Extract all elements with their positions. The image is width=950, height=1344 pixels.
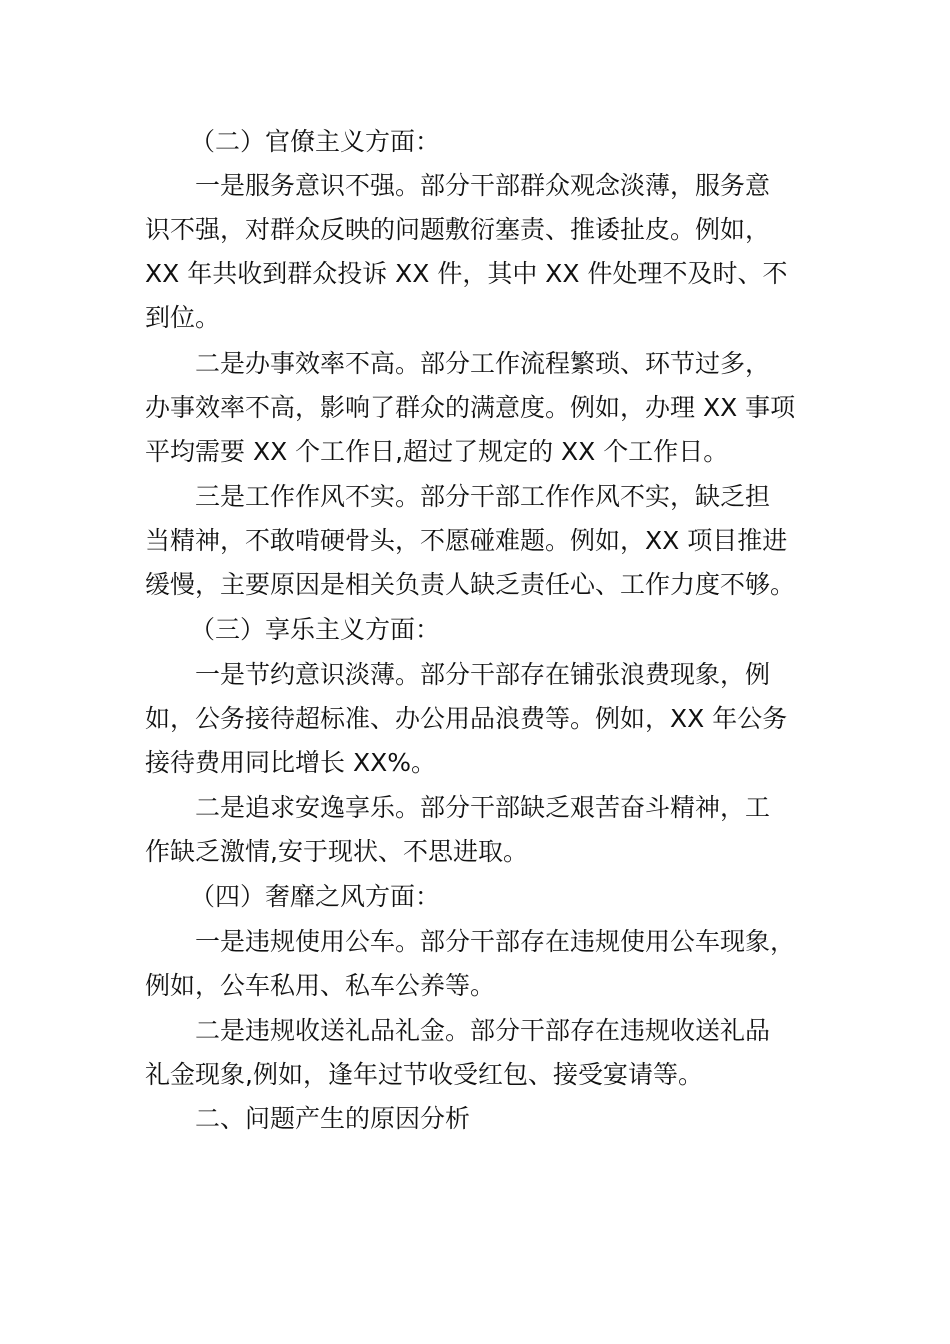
paragraph-line: 礼金现象,例如，逢年过节收受红包、接受宴请等。 xyxy=(145,1060,703,1089)
paragraph-line: 二是违规收送礼品礼金。部分干部存在违规收送礼品 xyxy=(195,1016,771,1045)
paragraph-line: 当精神，不敢啃硬骨头，不愿碰难题。例如，XX 项目推进 xyxy=(145,526,788,555)
paragraph-line: 接待费用同比增长 XX%。 xyxy=(145,748,436,777)
paragraph-line: 二是追求安逸享乐。部分干部缺乏艰苦奋斗精神，工 xyxy=(195,793,771,822)
paragraph-line: 例如，公车私用、私车公养等。 xyxy=(145,971,496,1000)
paragraph-line: 缓慢，主要原因是相关负责人缺乏责任心、工作力度不够。 xyxy=(145,570,796,599)
paragraph-line: XX 年共收到群众投诉 XX 件，其中 XX 件处理不及时、不 xyxy=(145,259,788,288)
paragraph-line: 作缺乏激情,安于现状、不思进取。 xyxy=(145,837,528,866)
paragraph-line: 一是违规使用公车。部分干部存在违规使用公车现象， xyxy=(195,927,796,956)
paragraph-line: 识不强，对群众反映的问题敷衍塞责、推诿扯皮。例如， xyxy=(145,215,771,244)
section-heading-bureaucratism: （二）官僚主义方面： xyxy=(190,127,441,156)
paragraph-line: 如，公务接待超标准、办公用品浪费等。例如，XX 年公务 xyxy=(145,704,788,733)
paragraph-line: 到位。 xyxy=(145,303,221,332)
paragraph-line: 平均需要 XX 个工作日,超过了规定的 XX 个工作日。 xyxy=(145,437,729,466)
section-heading-hedonism: （三）享乐主义方面： xyxy=(190,615,441,644)
paragraph-line: 一是节约意识淡薄。部分干部存在铺张浪费现象，例 xyxy=(195,660,771,689)
section-heading-extravagance: （四）奢靡之风方面： xyxy=(190,882,441,911)
paragraph-line: 办事效率不高，影响了群众的满意度。例如，办理 XX 事项 xyxy=(145,393,796,422)
paragraph-line: 一是服务意识不强。部分干部群众观念淡薄，服务意 xyxy=(195,171,771,200)
paragraph-line: 三是工作作风不实。部分干部工作作风不实，缺乏担 xyxy=(195,482,771,511)
section-heading-cause-analysis: 二、问题产生的原因分析 xyxy=(195,1104,471,1133)
paragraph-line: 二是办事效率不高。部分工作流程繁琐、环节过多， xyxy=(195,349,771,378)
